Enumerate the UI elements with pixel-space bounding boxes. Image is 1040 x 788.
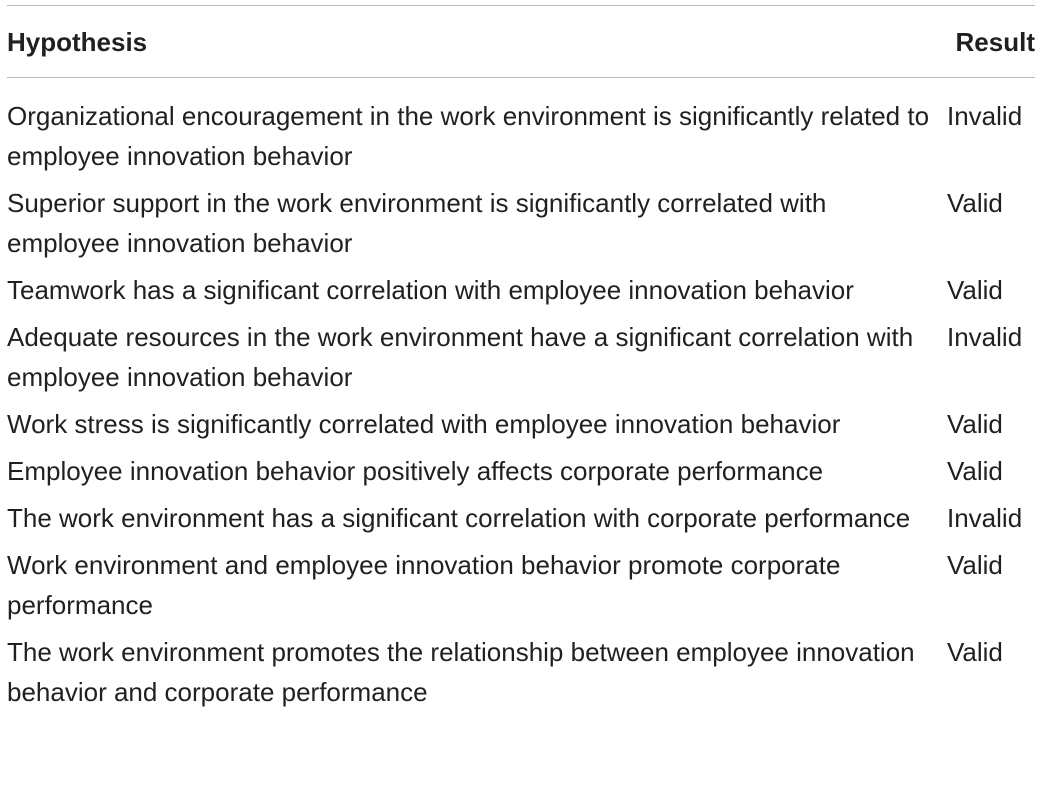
table-row [7,96,1035,176]
result-cell: Valid [947,409,1003,439]
hypothesis-cell: The work environment has a significant correlation with corporate performance [7,503,911,533]
hypothesis-cell: Adequate resources in the work environment have a significant correlation with employee innovation behavior [7,322,914,392]
result-cell: Valid [947,550,1003,580]
result-cell: Invalid [947,322,1023,352]
table-row [7,632,1035,712]
header-hypothesis: Hypothesis [7,27,148,57]
result-cell: Valid [947,637,1003,667]
hypothesis-cell: Employee innovation behavior positively affects corporate performance [7,456,824,486]
table-row [7,317,1035,397]
result-cell: Invalid [947,101,1023,131]
hypothesis-cell: Superior support in the work environment is significantly correlated with employee innovation behavior [7,188,827,258]
hypothesis-results-table [7,5,1035,719]
result-cell: Valid [947,275,1003,305]
hypothesis-cell: Organizational encouragement in the work environment is significantly related to employee innovation behavior [7,101,930,171]
hypothesis-cell: Teamwork has a significant correlation with employee innovation behavior [7,275,854,305]
result-cell: Valid [947,456,1003,486]
table-row [7,545,1035,625]
table-row [7,498,1035,538]
table-header-row [7,6,1035,77]
hypothesis-cell: Work stress is significantly correlated with employee innovation behavior [7,409,841,439]
table-row [7,270,1035,310]
hypothesis-cell: The work environment promotes the relationship between employee innovation behavior and corporate performance [7,637,915,707]
hypothesis-cell: Work environment and employee innovation behavior promote corporate performance [7,550,841,620]
table-row [7,183,1035,263]
header-result: Result [955,27,1035,57]
table-body [7,78,1035,712]
table-row [7,451,1035,491]
result-cell: Valid [947,188,1003,218]
result-cell: Invalid [947,503,1023,533]
table-row [7,404,1035,444]
